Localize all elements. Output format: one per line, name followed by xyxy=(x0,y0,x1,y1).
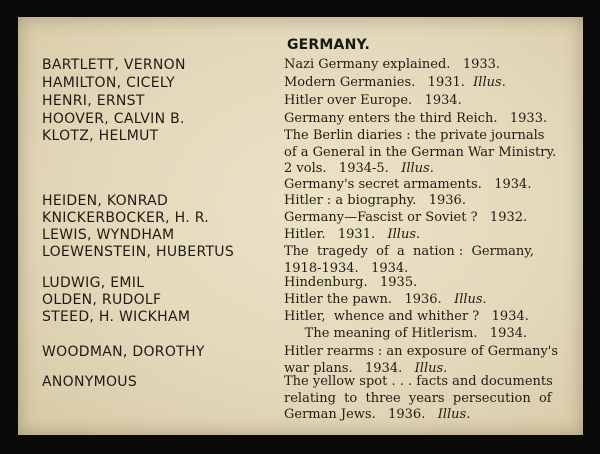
title-line xyxy=(284,111,572,128)
book-title xyxy=(284,275,572,292)
book-title xyxy=(284,177,572,194)
book-page xyxy=(18,17,583,435)
title-line xyxy=(284,128,572,145)
page-heading: GERMANY. xyxy=(286,37,371,53)
title-text: Hitler the pawn. 1936. xyxy=(284,292,455,307)
illus-note: Illus. xyxy=(387,227,421,242)
author-name: STEED, H. WICKHAM xyxy=(42,309,191,325)
book-title xyxy=(284,128,572,178)
title-line xyxy=(284,309,572,326)
title-text: Germany's secret armaments. 1934. xyxy=(284,177,532,192)
title-line xyxy=(284,292,572,309)
title-text: Germany enters the third Reich. 1933. xyxy=(284,111,548,126)
author-name: BARTLETT, VERNON xyxy=(42,57,186,73)
title-text: The tragedy of a nation : Germany, xyxy=(284,244,535,259)
author-name: HOOVER, CALVIN B. xyxy=(42,111,185,127)
title-text: Hitler, whence and whither ? 1934. xyxy=(284,309,529,324)
illus-note: Illus. xyxy=(454,292,487,307)
book-title xyxy=(284,210,572,227)
author-name: HAMILTON, CICELY xyxy=(42,75,175,91)
title-text: Hindenburg. 1935. xyxy=(284,275,418,290)
title-text: relating to three years persecution of xyxy=(284,390,552,406)
title-line xyxy=(284,210,572,227)
author-name: KNICKERBOCKER, H. R. xyxy=(42,210,209,226)
book-title xyxy=(284,374,572,424)
title-text: Hitler rearms : an exposure of Germany's xyxy=(284,344,559,359)
title-text: war plans. 1934. xyxy=(284,360,415,376)
book-title xyxy=(284,193,572,210)
title-text: Nazi Germany explained. 1933. xyxy=(284,57,501,72)
title-line xyxy=(284,57,572,74)
title-text: Hitler : a biography. 1936. xyxy=(284,193,466,208)
title-line xyxy=(284,161,572,178)
title-line xyxy=(284,75,572,92)
title-text: Modern Germanies. 1931. xyxy=(284,75,474,90)
illus-note: Illus. xyxy=(414,360,448,376)
title-line xyxy=(284,374,572,391)
title-line xyxy=(284,244,572,261)
title-text: 1918-1934. 1934. xyxy=(284,260,409,276)
title-line xyxy=(284,407,572,424)
author-name: WOODMAN, DOROTHY xyxy=(42,344,205,360)
book-title xyxy=(284,344,572,377)
book-title xyxy=(284,75,572,92)
title-text: The meaning of Hitlerism. 1934. xyxy=(284,325,528,341)
author-name: HEIDEN, KONRAD xyxy=(42,193,169,209)
illus-note: Illus. xyxy=(437,407,471,423)
title-line xyxy=(284,177,572,194)
author-name: LOEWENSTEIN, HUBERTUS xyxy=(42,244,235,260)
title-text: The yellow spot . . . facts and documents xyxy=(284,374,553,389)
book-title xyxy=(284,111,572,128)
title-line xyxy=(284,145,572,162)
title-line xyxy=(284,326,572,343)
illus-note: Illus. xyxy=(401,161,434,177)
author-name: LEWIS, WYNDHAM xyxy=(42,227,175,243)
title-text: German Jews. 1936. xyxy=(284,407,438,423)
book-title xyxy=(284,292,572,309)
title-line xyxy=(284,93,572,110)
title-text: Germany—Fascist or Soviet ? 1932. xyxy=(284,210,528,225)
title-text: Hitler. 1931. xyxy=(284,227,388,242)
author-name: LUDWIG, EMIL xyxy=(42,275,145,291)
book-title xyxy=(284,57,572,74)
title-line xyxy=(284,227,572,244)
author-name: ANONYMOUS xyxy=(42,374,138,390)
title-line xyxy=(284,193,572,210)
book-title xyxy=(284,309,572,342)
title-text: The Berlin diaries : the private journals xyxy=(284,128,545,143)
title-text: 2 vols. 1934-5. xyxy=(284,161,402,177)
title-line xyxy=(284,344,572,361)
author-name: KLOTZ, HELMUT xyxy=(42,128,159,144)
title-text: Hitler over Europe. 1934. xyxy=(284,93,462,108)
illus-note: Illus. xyxy=(473,75,506,90)
book-title xyxy=(284,93,572,110)
title-line xyxy=(284,275,572,292)
author-name: OLDEN, RUDOLF xyxy=(42,292,162,308)
book-title xyxy=(284,244,572,277)
title-text: of a General in the German War Ministry. xyxy=(284,144,557,160)
author-name: HENRI, ERNST xyxy=(42,93,145,109)
book-title xyxy=(284,227,572,244)
title-line xyxy=(284,391,572,408)
